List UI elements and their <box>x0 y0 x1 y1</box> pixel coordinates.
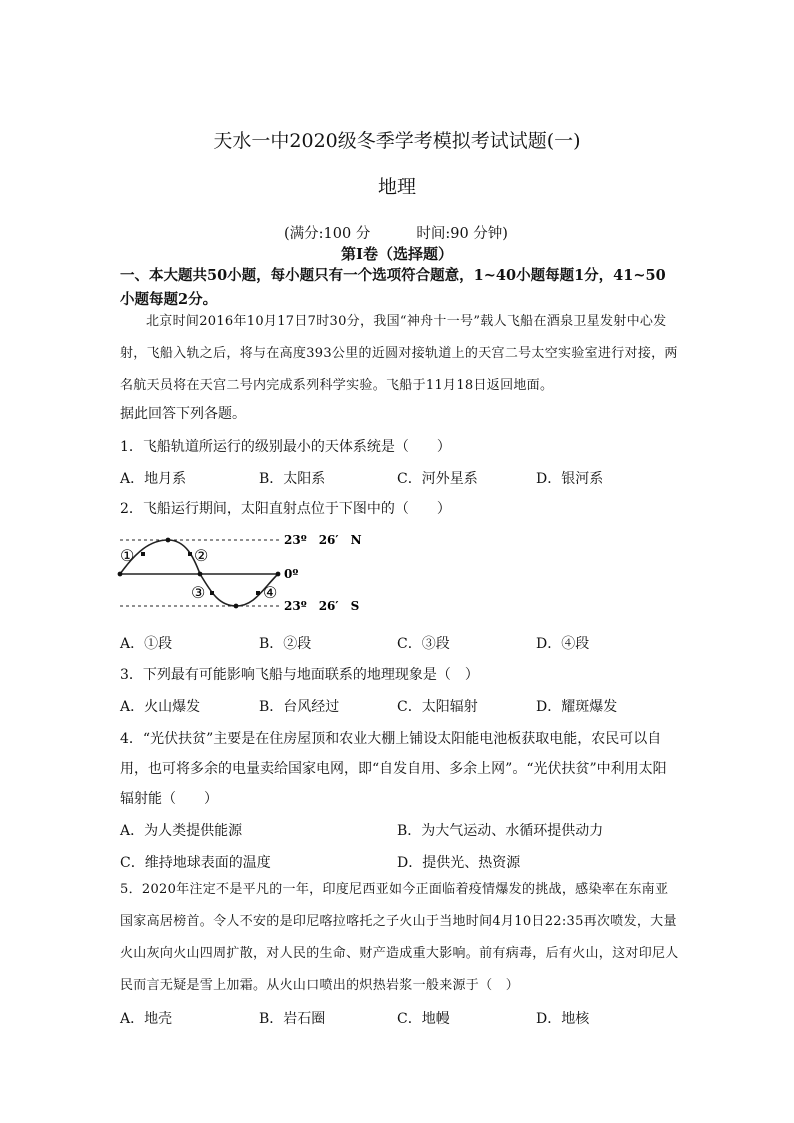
q1-option-b[interactable]: B．太阳系 <box>259 471 326 487</box>
solar-declination-figure <box>112 528 372 620</box>
path-point <box>166 538 171 543</box>
q5-option-d[interactable]: D．地核 <box>536 1011 590 1027</box>
full-score: (满分:100 分 <box>284 226 371 242</box>
section-heading: 第I卷（选择题） <box>340 245 454 263</box>
q3-option-d[interactable]: D．耀斑爆发 <box>536 699 618 715</box>
q5-stem: 5．2020年注定不是平凡的一年，印度尼西亚如今正面临着疫情爆发的挑战，感染率在东南亚国家高居榜首。令人不安的是印尼喀拉喀托之子火山于当地时间4月10日22:35再次喷发，大量火山灰向火山四周扩散，对人民的生命、财产造成重大影响。前有病毒，后有火山，这对印尼人民而言无疑是雪上加霜。从火山口喷出的炽热岩浆一般来源于（ ） <box>120 882 679 993</box>
subject-title: 地理 <box>377 176 416 198</box>
path-point <box>118 572 123 577</box>
q3-option-c[interactable]: C．太阳辐射 <box>397 699 478 715</box>
q1-option-c[interactable]: C．河外星系 <box>397 471 478 487</box>
passage-prompt: 据此回答下列各题。 <box>120 406 246 422</box>
path-marker <box>188 552 192 556</box>
q2-option-c[interactable]: C．③段 <box>397 636 450 652</box>
path-point <box>198 572 203 577</box>
segment-4-label: ④ <box>263 583 278 602</box>
path-marker <box>210 591 214 595</box>
q2-option-b[interactable]: B．②段 <box>259 636 312 652</box>
q4-option-d[interactable]: D．提供光、热资源 <box>397 855 521 871</box>
path-point <box>234 604 239 609</box>
q3-option-a[interactable]: A．火山爆发 <box>120 699 201 715</box>
segment-1-label: ① <box>120 546 135 565</box>
q3-stem: 3．下列最有可能影响飞船与地面联系的地理现象是（ ） <box>120 667 479 683</box>
q3-option-b[interactable]: B．台风经过 <box>259 699 340 715</box>
q4-option-c[interactable]: C．维持地球表面的温度 <box>120 855 271 871</box>
q2-option-a[interactable]: A．①段 <box>120 636 173 652</box>
q2-stem: 2．飞船运行期间，太阳直射点位于下图中的（ ） <box>120 501 451 517</box>
q2-option-d[interactable]: D．④段 <box>536 636 590 652</box>
q4-stem: 4．“光伏扶贫”主要是在住房屋顶和农业大棚上铺设太阳能电池板获取电能，农民可以自用，也可将多余的电量卖给国家电网，即“自发自用、多余上网”。“光伏扶贫”中利用太阳辐射能（ ） <box>120 731 667 807</box>
exam-meta <box>284 222 508 243</box>
south-tropic-label: 23º 26′ S <box>284 599 360 613</box>
section-instruction: 一、本大题共50小题，每小题只有一个选项符合题意，1~40小题每题1分，41~50小题每题2分。 <box>120 267 666 308</box>
segment-3-label: ③ <box>191 583 206 602</box>
q4-option-a[interactable]: A．为人类提供能源 <box>120 823 243 839</box>
q1-option-a[interactable]: A．地月系 <box>120 471 187 487</box>
exam-title: 天水一中2020级冬季学考模拟考试试题(一) <box>213 130 581 152</box>
segment-2-label: ② <box>194 546 209 565</box>
equator-label: 0º <box>284 567 299 581</box>
north-tropic-label: 23º 26′ N <box>284 533 362 547</box>
q4-option-b[interactable]: B．为大气运动、水循环提供动力 <box>397 823 604 839</box>
path-point <box>276 572 281 577</box>
q5-option-c[interactable]: C．地幔 <box>397 1011 450 1027</box>
q1-stem: 1．飞船轨道所运行的级别最小的天体系统是（ ） <box>120 439 451 455</box>
q5-option-b[interactable]: B．岩石圈 <box>259 1011 326 1027</box>
path-marker <box>141 552 145 556</box>
passage-1: 北京时间2016年10月17日7时30分，我国“神舟十一号”载人飞船在酒泉卫星发射中心发射，飞船入轨之后，将与在高度393公里的近圆对接轨道上的天宫二号太空实验室进行对接，两名航天员将在天宫二号内完成系列科学实验。飞船于11月18日返回地面。 <box>120 314 678 393</box>
q1-option-d[interactable]: D．银河系 <box>536 471 604 487</box>
q5-option-a[interactable]: A．地壳 <box>120 1011 173 1027</box>
path-marker <box>256 591 260 595</box>
exam-time: 时间:90 分钟) <box>416 226 508 242</box>
